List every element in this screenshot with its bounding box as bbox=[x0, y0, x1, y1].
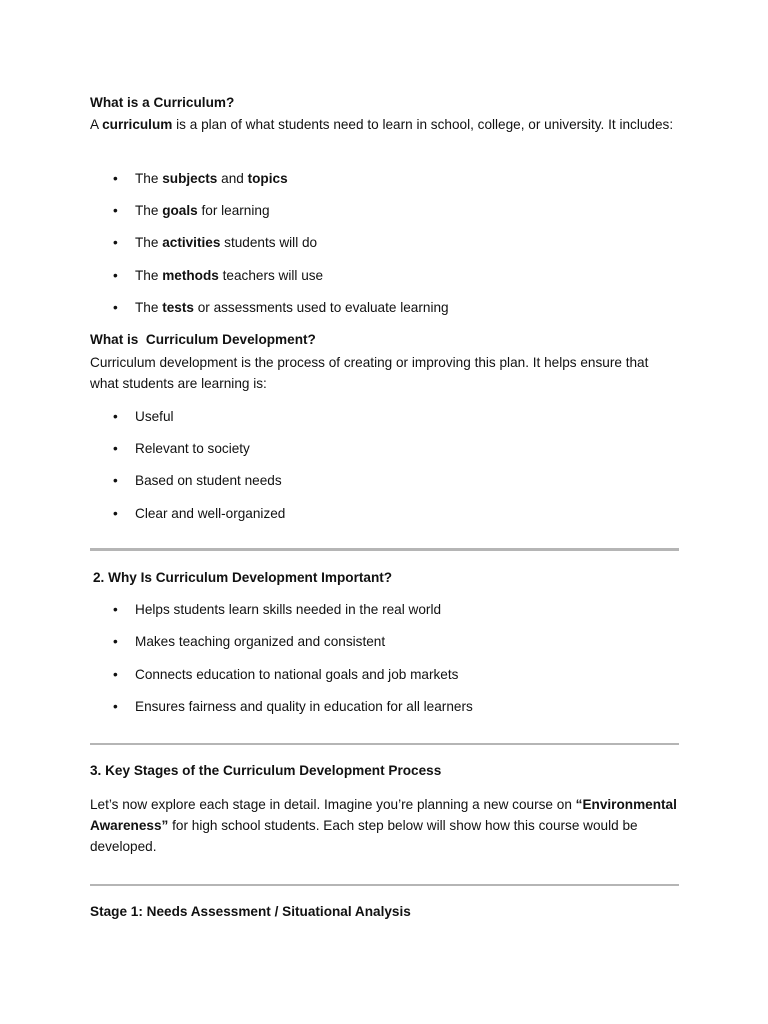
curriculum-development-intro: Curriculum development is the process of creating or improving this plan. It helps ensure that what students are learning is: bbox=[90, 355, 649, 391]
curriculum-definition: A curriculum is a plan of what students need to learn in school, college, or university. It includes: bbox=[90, 117, 674, 132]
list-item: • The goals for learning bbox=[113, 203, 270, 218]
list-item: • Clear and well-organized bbox=[113, 506, 286, 521]
heading-curriculum-development: What is Curriculum Development? bbox=[90, 332, 316, 347]
list-item: • Makes teaching organized and consistent bbox=[113, 634, 386, 649]
section-divider bbox=[90, 743, 679, 745]
heading-key-stages: 3. Key Stages of the Curriculum Development Process bbox=[90, 763, 442, 778]
heading-why-important: 2. Why Is Curriculum Development Important? bbox=[93, 570, 393, 585]
heading-stage-1: Stage 1: Needs Assessment / Situational Analysis bbox=[90, 904, 411, 919]
list-item: • Based on student needs bbox=[113, 473, 282, 488]
heading-what-is-curriculum: What is a Curriculum? bbox=[90, 95, 235, 110]
list-item: • The tests or assessments used to evaluate learning bbox=[113, 300, 449, 315]
list-item: • Helps students learn skills needed in the real world bbox=[113, 602, 442, 617]
list-item: • The activities students will do bbox=[113, 235, 318, 250]
list-item: • The subjects and topics bbox=[113, 171, 288, 186]
section-divider bbox=[90, 548, 679, 551]
section-divider bbox=[90, 884, 679, 886]
key-stages-intro: Let’s now explore each stage in detail. Imagine you’re planning a new course on “Environmental Awareness” for high school students. Each step below will show how this course would be developed. bbox=[90, 797, 677, 854]
list-item: • The methods teachers will use bbox=[113, 268, 324, 283]
list-item: • Relevant to society bbox=[113, 441, 250, 456]
list-item: • Useful bbox=[113, 409, 174, 424]
list-item: • Connects education to national goals and job markets bbox=[113, 667, 459, 682]
list-item: • Ensures fairness and quality in education for all learners bbox=[113, 699, 473, 714]
